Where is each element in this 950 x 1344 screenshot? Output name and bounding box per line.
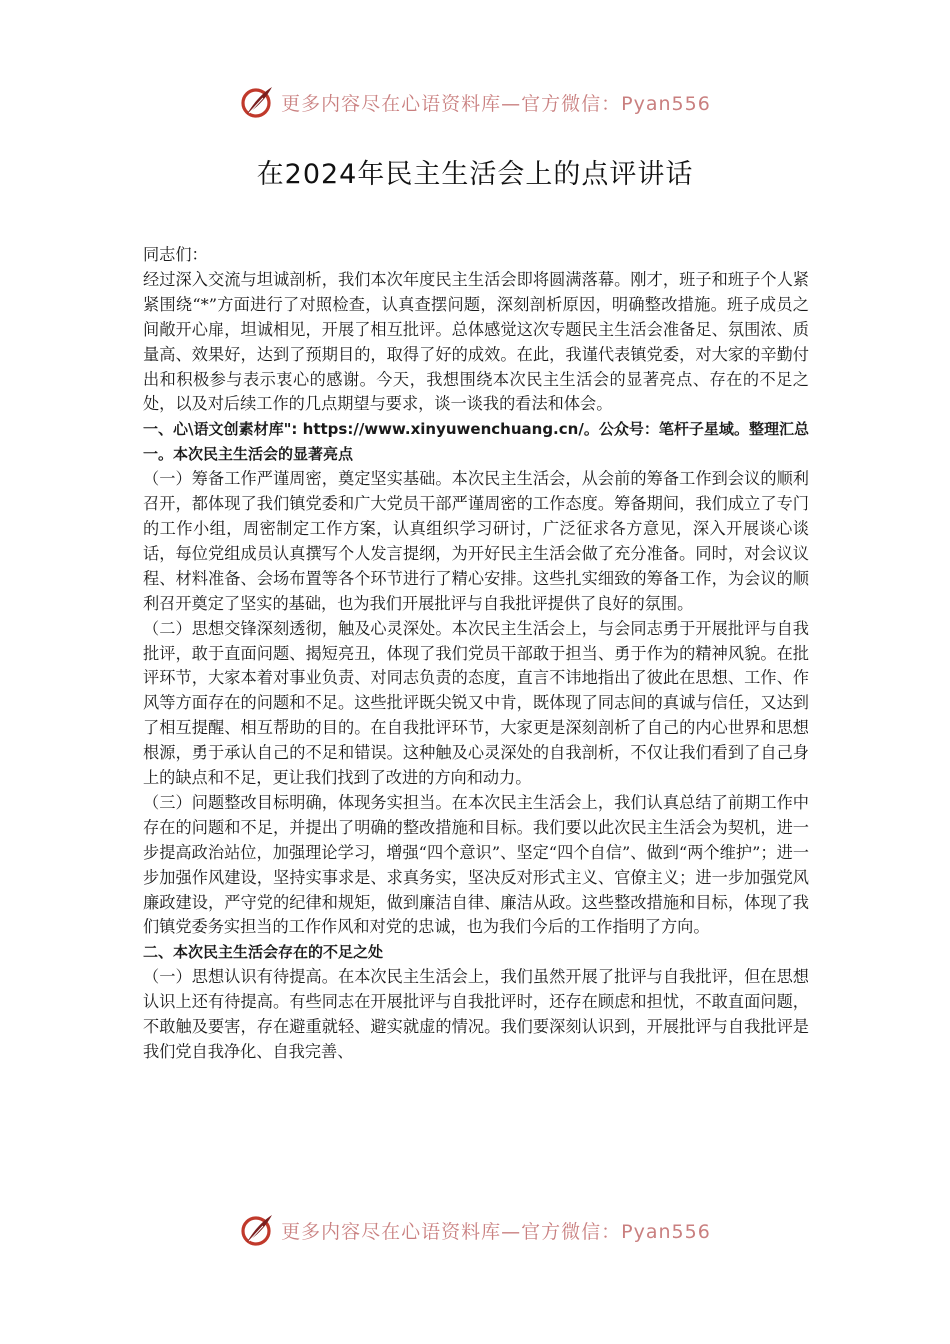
section-heading-2: 二、本次民主生活会存在的不足之处	[143, 943, 384, 962]
page-title: 在2024年民主生活会上的点评讲话	[256, 159, 694, 190]
quill-logo-icon	[239, 1212, 275, 1248]
intro-paragraph: 经过深入交流与坦诚剖析，我们本次年度民主生活会即将圆满落幕。刚才，班子和班子个人紧紧围绕“*”方面进行了对照检查，认真查摆问题，深刻剖析原因，明确整改措施。班子成员之间敞开心扉，坦诚相见，开展了相互批评。总体感觉这次专题民主生活会准备足、氛围浓、质量高、效果好，达到了预期目的，取得了好的成效。在此，我谨代表镇党委，对大家的辛勤付出和积极参与表示衷心的感谢。今天，我想围绕本次民主生活会的显著亮点、存在的不足之处，以及对后续工作的几点期望与要求，谈一谈我的看法和体会。	[143, 269, 809, 414]
footer-banner	[0, 1208, 950, 1252]
document-body	[143, 243, 809, 1065]
banner-text: 更多内容尽在心语资料库—官方微信：Pyan556	[281, 92, 711, 115]
paragraph: （一）思想认识有待提高。在本次民主生活会上，我们虽然开展了批评与自我批评，但在思想认识上还有待提高。有些同志在开展批评与自我批评时，还存在顾虑和担忧，不敢直面问题，不敢触及要害，存在避重就轻、避实就虚的情况。我们要深刻认识到，开展批评与自我批评是我们党自我净化、自我完善、	[143, 967, 809, 1061]
paragraph: （二）思想交锋深刻透彻，触及心灵深处。本次民主生活会上，与会同志勇于开展批评与自我批评，敢于直面问题、揭短亮丑，体现了我们党员干部敢于担当、勇于作为的精神风貌。在批评环节，大家本着对事业负责、对同志负责的态度，直言不讳地指出了彼此在思想、工作、作风等方面存在的问题和不足。这些批评既尖锐又中肯，既体现了同志间的真诚与信任，又达到了相互提醒、相互帮助的目的。在自我批评环节，大家更是深刻剖析了自己的内心世界和思想根源，勇于承认自己的不足和错误。这种触及心灵深处的自我剖析，不仅让我们看到了自己身上的缺点和不足，更让我们找到了改进的方向和动力。	[143, 618, 809, 788]
banner-text: 更多内容尽在心语资料库—官方微信：Pyan556	[281, 1220, 711, 1243]
paragraph: （三）问题整改目标明确，体现务实担当。在本次民主生活会上，我们认真总结了前期工作中存在的问题和不足，并提出了明确的整改措施和目标。我们要以此次民主生活会为契机，进一步提高政治站位，加强理论学习，增强“四个意识”、坚定“四个自信”、做到“两个维护”；进一步加强作风建设，坚持实事求是、求真务实，坚决反对形式主义、官僚主义；进一步加强党风廉政建设，严守党的纪律和规矩，做到廉洁自律、廉洁从政。这些整改措施和目标，体现了我们镇党委务实担当的工作作风和对党的忠诚，也为我们今后的工作指明了方向。	[143, 792, 809, 937]
section-heading-1: 一、心\语文创素材库": https://www.xinyuwenchuang.cn/。公众号：笔杆子星域。整理汇总一。本次民主生活会的显著亮点	[143, 420, 809, 464]
header-banner	[0, 80, 950, 124]
salutation: 同志们：	[143, 245, 208, 264]
paragraph: （一）筹备工作严谨周密，奠定坚实基础。本次民主生活会，从会前的筹备工作到会议的顺利召开，都体现了我们镇党委和广大党员干部严谨周密的工作态度。筹备期间，我们成立了专门的工作小组，周密制定工作方案，认真组织学习研讨，广泛征求各方意见，深入开展谈心谈话，每位党组成员认真撰写个人发言提纲，为开好民主生活会做了充分准备。同时，对会议议程、材料准备、会场布置等各个环节进行了精心安排。这些扎实细致的筹备工作，为会议的顺利召开奠定了坚实的基础，也为我们开展批评与自我批评提供了良好的氛围。	[143, 469, 809, 613]
quill-logo-icon	[239, 84, 275, 120]
